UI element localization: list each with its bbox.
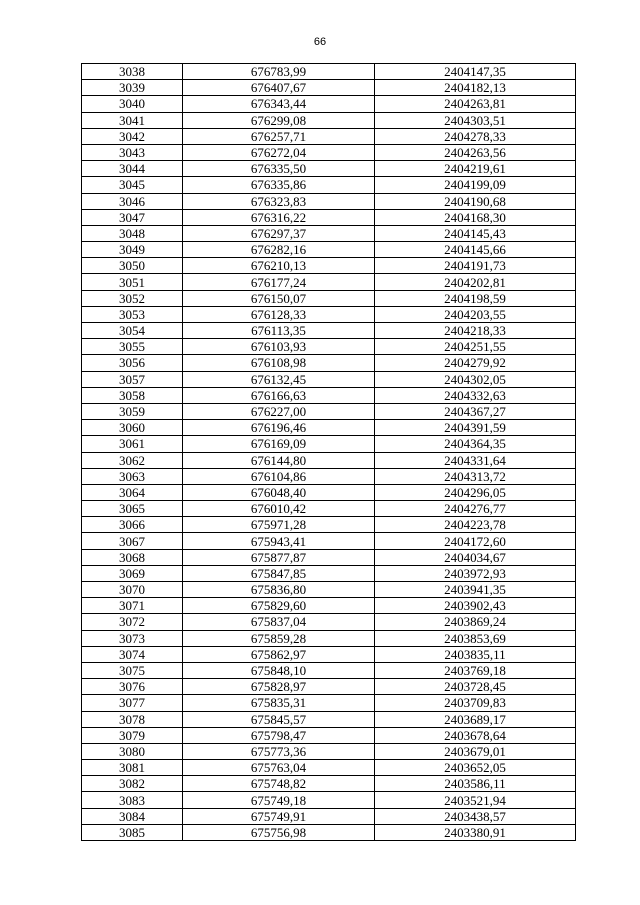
- x-coordinate-cell: 676316,22: [183, 209, 375, 225]
- x-coordinate-cell: 675971,28: [183, 517, 375, 533]
- y-coordinate-cell: 2403652,05: [375, 760, 576, 776]
- table-row: [82, 662, 576, 678]
- y-coordinate-cell: 2404276,77: [375, 501, 576, 517]
- point-number-cell: 3042: [82, 128, 183, 144]
- point-number-cell: 3048: [82, 225, 183, 241]
- y-coordinate-cell: 2403835,11: [375, 646, 576, 662]
- x-coordinate-cell: 675763,04: [183, 760, 375, 776]
- point-number-cell: 3071: [82, 598, 183, 614]
- x-coordinate-cell: 676177,24: [183, 274, 375, 290]
- coordinates-table-container: [81, 63, 575, 841]
- x-coordinate-cell: 675836,80: [183, 582, 375, 598]
- point-number-cell: 3080: [82, 743, 183, 759]
- x-coordinate-cell: 675845,57: [183, 711, 375, 727]
- y-coordinate-cell: 2404278,33: [375, 128, 576, 144]
- table-row: [82, 565, 576, 581]
- x-coordinate-cell: 676166,63: [183, 387, 375, 403]
- y-coordinate-cell: 2404147,35: [375, 64, 576, 80]
- table-row: [82, 533, 576, 549]
- table-row: [82, 630, 576, 646]
- x-coordinate-cell: 675749,18: [183, 792, 375, 808]
- x-coordinate-cell: 676335,50: [183, 161, 375, 177]
- x-coordinate-cell: 675748,82: [183, 776, 375, 792]
- table-row: [82, 517, 576, 533]
- y-coordinate-cell: 2403853,69: [375, 630, 576, 646]
- y-coordinate-cell: 2404331,64: [375, 452, 576, 468]
- point-number-cell: 3052: [82, 290, 183, 306]
- x-coordinate-cell: 676783,99: [183, 64, 375, 80]
- table-row: [82, 161, 576, 177]
- table-row: [82, 808, 576, 824]
- point-number-cell: 3079: [82, 727, 183, 743]
- x-coordinate-cell: 676150,07: [183, 290, 375, 306]
- y-coordinate-cell: 2404172,60: [375, 533, 576, 549]
- y-coordinate-cell: 2404313,72: [375, 468, 576, 484]
- x-coordinate-cell: 675859,28: [183, 630, 375, 646]
- y-coordinate-cell: 2404202,81: [375, 274, 576, 290]
- y-coordinate-cell: 2403679,01: [375, 743, 576, 759]
- x-coordinate-cell: 676282,16: [183, 242, 375, 258]
- table-row: [82, 193, 576, 209]
- x-coordinate-cell: 675828,97: [183, 679, 375, 695]
- table-row: [82, 436, 576, 452]
- y-coordinate-cell: 2404279,92: [375, 355, 576, 371]
- table-row: [82, 468, 576, 484]
- x-coordinate-cell: 676227,00: [183, 403, 375, 419]
- table-row: [82, 760, 576, 776]
- point-number-cell: 3083: [82, 792, 183, 808]
- x-coordinate-cell: 675756,98: [183, 824, 375, 840]
- x-coordinate-cell: 676323,83: [183, 193, 375, 209]
- y-coordinate-cell: 2403941,35: [375, 582, 576, 598]
- point-number-cell: 3061: [82, 436, 183, 452]
- point-number-cell: 3077: [82, 695, 183, 711]
- point-number-cell: 3065: [82, 501, 183, 517]
- table-row: [82, 582, 576, 598]
- x-coordinate-cell: 675877,87: [183, 549, 375, 565]
- y-coordinate-cell: 2403902,43: [375, 598, 576, 614]
- point-number-cell: 3053: [82, 306, 183, 322]
- point-number-cell: 3038: [82, 64, 183, 80]
- point-number-cell: 3070: [82, 582, 183, 598]
- table-row: [82, 371, 576, 387]
- y-coordinate-cell: 2404302,05: [375, 371, 576, 387]
- table-row: [82, 711, 576, 727]
- x-coordinate-cell: 675943,41: [183, 533, 375, 549]
- point-number-cell: 3050: [82, 258, 183, 274]
- point-number-cell: 3068: [82, 549, 183, 565]
- x-coordinate-cell: 676407,67: [183, 80, 375, 96]
- x-coordinate-cell: 676010,42: [183, 501, 375, 517]
- point-number-cell: 3059: [82, 403, 183, 419]
- y-coordinate-cell: 2404145,66: [375, 242, 576, 258]
- point-number-cell: 3075: [82, 662, 183, 678]
- x-coordinate-cell: 676128,33: [183, 306, 375, 322]
- y-coordinate-cell: 2404296,05: [375, 484, 576, 500]
- table-row: [82, 387, 576, 403]
- table-row: [82, 743, 576, 759]
- y-coordinate-cell: 2404191,73: [375, 258, 576, 274]
- table-row: [82, 64, 576, 80]
- point-number-cell: 3073: [82, 630, 183, 646]
- y-coordinate-cell: 2403438,57: [375, 808, 576, 824]
- x-coordinate-cell: 676108,98: [183, 355, 375, 371]
- table-row: [82, 225, 576, 241]
- point-number-cell: 3064: [82, 484, 183, 500]
- coordinates-table-body: [82, 64, 576, 841]
- coordinates-table: [81, 63, 576, 841]
- y-coordinate-cell: 2404182,13: [375, 80, 576, 96]
- table-row: [82, 128, 576, 144]
- point-number-cell: 3085: [82, 824, 183, 840]
- y-coordinate-cell: 2404391,59: [375, 420, 576, 436]
- y-coordinate-cell: 2404218,33: [375, 323, 576, 339]
- y-coordinate-cell: 2404198,59: [375, 290, 576, 306]
- x-coordinate-cell: 676297,37: [183, 225, 375, 241]
- y-coordinate-cell: 2403728,45: [375, 679, 576, 695]
- y-coordinate-cell: 2404203,55: [375, 306, 576, 322]
- x-coordinate-cell: 675837,04: [183, 614, 375, 630]
- table-row: [82, 96, 576, 112]
- point-number-cell: 3060: [82, 420, 183, 436]
- table-row: [82, 177, 576, 193]
- table-row: [82, 484, 576, 500]
- x-coordinate-cell: 675773,36: [183, 743, 375, 759]
- table-row: [82, 549, 576, 565]
- y-coordinate-cell: 2403972,93: [375, 565, 576, 581]
- point-number-cell: 3062: [82, 452, 183, 468]
- y-coordinate-cell: 2404190,68: [375, 193, 576, 209]
- y-coordinate-cell: 2404263,81: [375, 96, 576, 112]
- x-coordinate-cell: 676257,71: [183, 128, 375, 144]
- y-coordinate-cell: 2404251,55: [375, 339, 576, 355]
- table-row: [82, 306, 576, 322]
- point-number-cell: 3043: [82, 144, 183, 160]
- x-coordinate-cell: 675847,85: [183, 565, 375, 581]
- table-row: [82, 274, 576, 290]
- x-coordinate-cell: 676299,08: [183, 112, 375, 128]
- table-row: [82, 355, 576, 371]
- table-row: [82, 614, 576, 630]
- table-row: [82, 242, 576, 258]
- point-number-cell: 3078: [82, 711, 183, 727]
- y-coordinate-cell: 2403709,83: [375, 695, 576, 711]
- table-row: [82, 727, 576, 743]
- y-coordinate-cell: 2403769,18: [375, 662, 576, 678]
- point-number-cell: 3082: [82, 776, 183, 792]
- point-number-cell: 3058: [82, 387, 183, 403]
- x-coordinate-cell: 676335,86: [183, 177, 375, 193]
- x-coordinate-cell: 676132,45: [183, 371, 375, 387]
- x-coordinate-cell: 676210,13: [183, 258, 375, 274]
- x-coordinate-cell: 675798,47: [183, 727, 375, 743]
- x-coordinate-cell: 676104,86: [183, 468, 375, 484]
- point-number-cell: 3055: [82, 339, 183, 355]
- y-coordinate-cell: 2404364,35: [375, 436, 576, 452]
- x-coordinate-cell: 676343,44: [183, 96, 375, 112]
- table-row: [82, 501, 576, 517]
- y-coordinate-cell: 2404332,63: [375, 387, 576, 403]
- y-coordinate-cell: 2404223,78: [375, 517, 576, 533]
- point-number-cell: 3069: [82, 565, 183, 581]
- x-coordinate-cell: 675862,97: [183, 646, 375, 662]
- table-row: [82, 323, 576, 339]
- page-number: 66: [313, 36, 327, 48]
- x-coordinate-cell: 676103,93: [183, 339, 375, 355]
- point-number-cell: 3044: [82, 161, 183, 177]
- x-coordinate-cell: 676272,04: [183, 144, 375, 160]
- table-row: [82, 646, 576, 662]
- y-coordinate-cell: 2404199,09: [375, 177, 576, 193]
- point-number-cell: 3041: [82, 112, 183, 128]
- point-number-cell: 3074: [82, 646, 183, 662]
- table-row: [82, 339, 576, 355]
- table-row: [82, 452, 576, 468]
- x-coordinate-cell: 676113,35: [183, 323, 375, 339]
- x-coordinate-cell: 675829,60: [183, 598, 375, 614]
- table-row: [82, 209, 576, 225]
- point-number-cell: 3076: [82, 679, 183, 695]
- x-coordinate-cell: 676169,09: [183, 436, 375, 452]
- y-coordinate-cell: 2404168,30: [375, 209, 576, 225]
- x-coordinate-cell: 675835,31: [183, 695, 375, 711]
- table-row: [82, 80, 576, 96]
- y-coordinate-cell: 2403586,11: [375, 776, 576, 792]
- x-coordinate-cell: 675749,91: [183, 808, 375, 824]
- point-number-cell: 3056: [82, 355, 183, 371]
- point-number-cell: 3054: [82, 323, 183, 339]
- point-number-cell: 3045: [82, 177, 183, 193]
- table-row: [82, 403, 576, 419]
- y-coordinate-cell: 2403689,17: [375, 711, 576, 727]
- table-row: [82, 420, 576, 436]
- point-number-cell: 3081: [82, 760, 183, 776]
- point-number-cell: 3051: [82, 274, 183, 290]
- table-row: [82, 824, 576, 840]
- x-coordinate-cell: 676196,46: [183, 420, 375, 436]
- y-coordinate-cell: 2403380,91: [375, 824, 576, 840]
- point-number-cell: 3049: [82, 242, 183, 258]
- y-coordinate-cell: 2404219,61: [375, 161, 576, 177]
- y-coordinate-cell: 2404263,56: [375, 144, 576, 160]
- point-number-cell: 3039: [82, 80, 183, 96]
- point-number-cell: 3066: [82, 517, 183, 533]
- point-number-cell: 3040: [82, 96, 183, 112]
- point-number-cell: 3047: [82, 209, 183, 225]
- point-number-cell: 3067: [82, 533, 183, 549]
- point-number-cell: 3063: [82, 468, 183, 484]
- table-row: [82, 144, 576, 160]
- y-coordinate-cell: 2403521,94: [375, 792, 576, 808]
- table-row: [82, 112, 576, 128]
- y-coordinate-cell: 2403678,64: [375, 727, 576, 743]
- y-coordinate-cell: 2404034,67: [375, 549, 576, 565]
- table-row: [82, 290, 576, 306]
- table-row: [82, 258, 576, 274]
- table-row: [82, 695, 576, 711]
- y-coordinate-cell: 2404367,27: [375, 403, 576, 419]
- point-number-cell: 3057: [82, 371, 183, 387]
- y-coordinate-cell: 2404145,43: [375, 225, 576, 241]
- table-row: [82, 598, 576, 614]
- point-number-cell: 3084: [82, 808, 183, 824]
- x-coordinate-cell: 675848,10: [183, 662, 375, 678]
- y-coordinate-cell: 2404303,51: [375, 112, 576, 128]
- point-number-cell: 3046: [82, 193, 183, 209]
- table-row: [82, 792, 576, 808]
- y-coordinate-cell: 2403869,24: [375, 614, 576, 630]
- x-coordinate-cell: 676048,40: [183, 484, 375, 500]
- table-row: [82, 679, 576, 695]
- x-coordinate-cell: 676144,80: [183, 452, 375, 468]
- table-row: [82, 776, 576, 792]
- point-number-cell: 3072: [82, 614, 183, 630]
